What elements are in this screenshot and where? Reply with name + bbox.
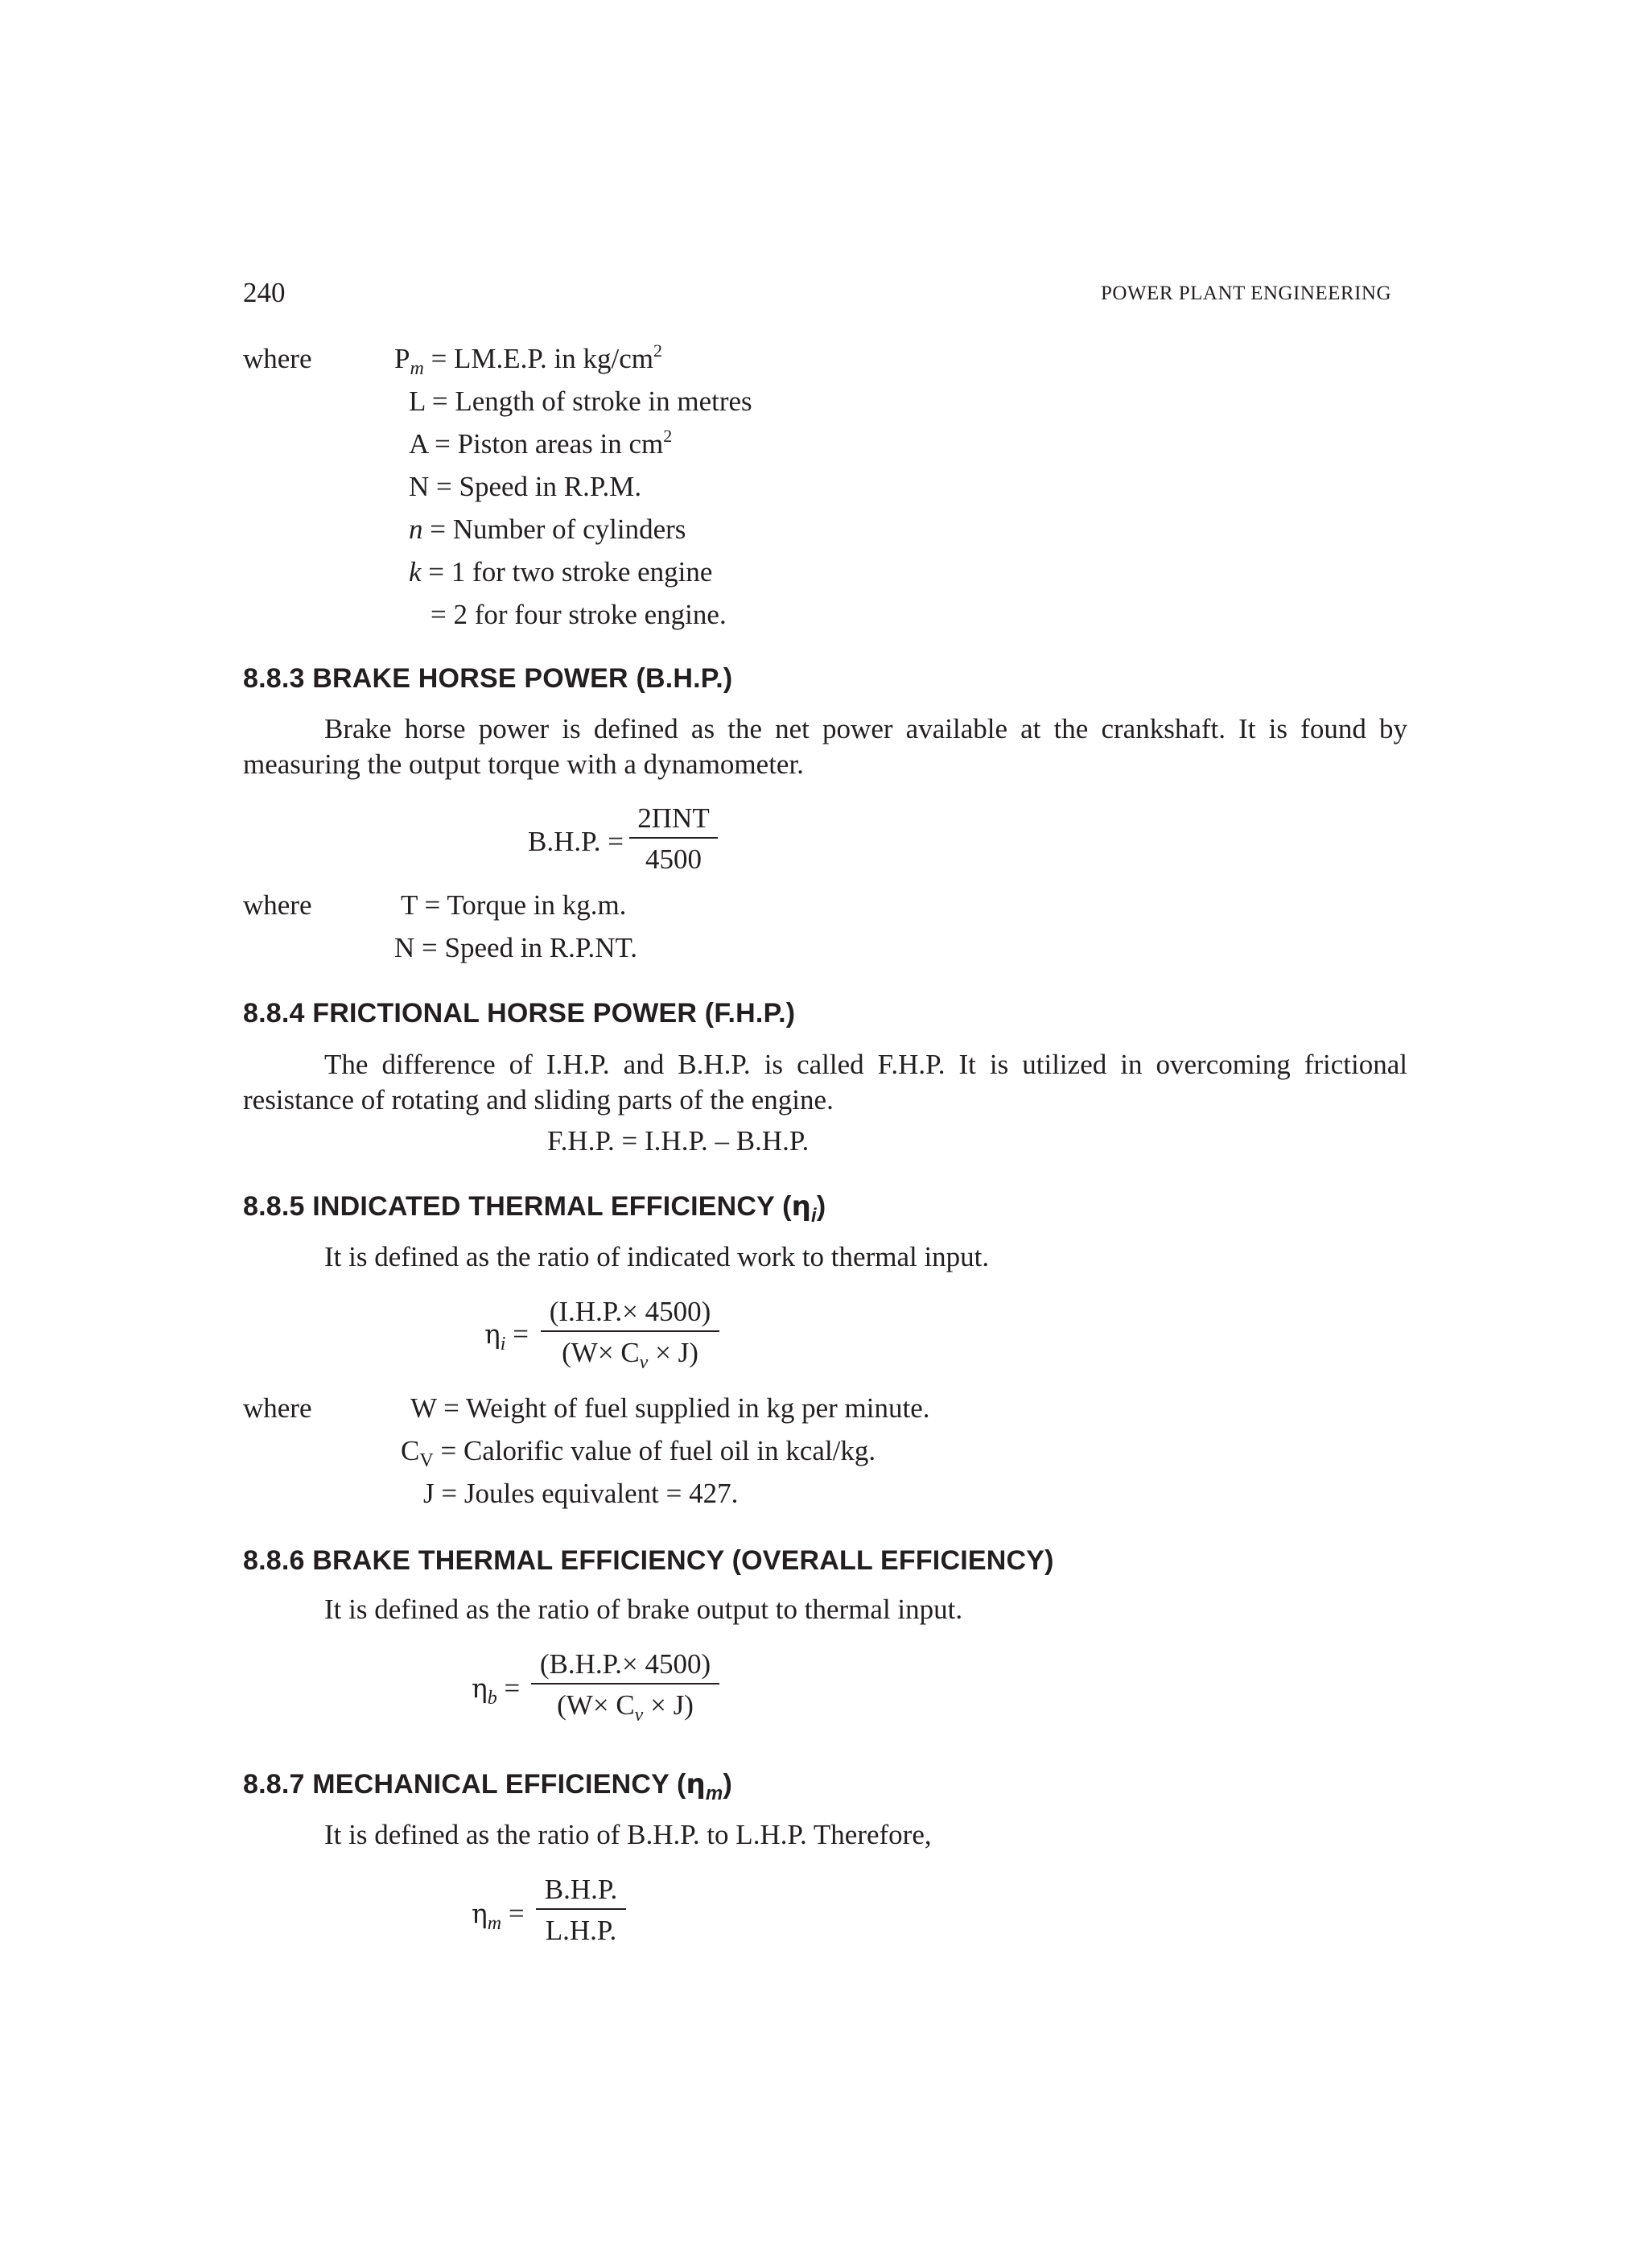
def-a-superscript: 2: [663, 426, 673, 446]
where-label: where: [243, 889, 312, 921]
where-label: where: [243, 1392, 312, 1424]
eta-symbol: η: [686, 1768, 706, 1800]
def-cv-symbol: C: [401, 1435, 420, 1466]
eta-symbol: η: [472, 1672, 488, 1704]
eta-m-denominator: L.H.P.: [545, 1915, 617, 1946]
def-w: W = Weight of fuel supplied in kg per minute.: [410, 1392, 930, 1424]
para-8-8-7: It is defined as the ratio of B.H.P. to L.H.P. Therefore,: [324, 1819, 932, 1850]
def-k1: [409, 558, 712, 586]
bhp-fraction-bar: [629, 837, 718, 839]
para-8-8-3: Brake horse power is defined as the net power available at the crankshaft. It is found by measuring the output torque with a dynamometer.: [243, 713, 1407, 780]
eta-b-fraction: [531, 1648, 719, 1726]
def-torque: T = Torque in kg.m.: [401, 889, 627, 921]
def-a: [409, 426, 673, 460]
eta-i-fraction-bar: [541, 1330, 719, 1332]
def-pm-text: = LM.E.P. in kg/cm: [423, 343, 653, 374]
denominator-part-a: (W× C: [557, 1689, 635, 1721]
eta-subscript: b: [487, 1688, 497, 1709]
eta-i-fraction: [541, 1296, 719, 1373]
denominator-part-a: (W× C: [562, 1337, 640, 1368]
heading-subscript: i: [811, 1205, 817, 1227]
equals-sign: =: [501, 1898, 525, 1929]
heading-8-8-4: 8.8.4 FRICTIONAL HORSE POWER (F.H.P.): [243, 998, 796, 1029]
eta-i-numerator: (I.H.P.× 4500): [549, 1296, 711, 1327]
eta-m-fraction-bar: [536, 1908, 626, 1910]
heading-close: ): [816, 1191, 826, 1222]
def-a-text: A = Piston areas in cm: [409, 428, 664, 460]
heading-8-8-6: 8.8.6 BRAKE THERMAL EFFICIENCY (OVERALL EFFICIENCY): [243, 1545, 1054, 1576]
def-ncyl: [409, 515, 686, 543]
eta-i-lhs: [484, 1318, 529, 1355]
def-n: N = Speed in R.P.M.: [409, 471, 642, 502]
def-ncyl-symbol: n: [409, 513, 423, 545]
eta-b-denominator: [531, 1689, 719, 1726]
eta-m-fraction: [536, 1875, 626, 1944]
eta-subscript: m: [487, 1913, 502, 1934]
bhp-eq-lhs: B.H.P. =: [528, 826, 624, 857]
eta-m-lhs: [472, 1898, 525, 1934]
denominator-part-b: × J): [643, 1689, 694, 1721]
fhp-equation: F.H.P. = I.H.P. – B.H.P.: [547, 1125, 810, 1157]
def-l: L = Length of stroke in metres: [409, 386, 752, 417]
para-8-8-4: The difference of I.H.P. and B.H.P. is called F.H.P. It is utilized in overcoming frictional resistance of rotating and sliding parts of the engine.: [243, 1049, 1407, 1115]
equals-sign: =: [505, 1318, 529, 1350]
heading-8-8-7-text: 8.8.7 MECHANICAL EFFICIENCY (: [243, 1769, 686, 1800]
denominator-subscript: v: [634, 1705, 644, 1726]
page-number: 240: [243, 277, 286, 308]
bhp-numerator: 2ΠNT: [637, 802, 710, 834]
heading-8-8-3: 8.8.3 BRAKE HORSE POWER (B.H.P.): [243, 663, 733, 694]
heading-8-8-5: [243, 1190, 826, 1227]
def-ncyl-text: = Number of cylinders: [422, 513, 686, 545]
heading-subscript: m: [705, 1783, 723, 1804]
def-cv: [401, 1435, 876, 1471]
para-8-8-5: It is defined as the ratio of indicated work to thermal input.: [324, 1241, 990, 1272]
def-k2: = 2 for four stroke engine.: [431, 599, 727, 630]
def-pm-subscript: m: [410, 358, 424, 379]
eta-m-numerator: B.H.P.: [544, 1874, 618, 1905]
eta-symbol: η: [472, 1898, 488, 1929]
def-j: J = Joules equivalent = 427.: [423, 1478, 739, 1509]
denominator-subscript: v: [639, 1352, 649, 1373]
para-8-8-6: It is defined as the ratio of brake output to thermal input.: [324, 1594, 963, 1625]
def-pm-superscript: 2: [653, 340, 662, 361]
def-cv-subscript: V: [419, 1450, 434, 1471]
eta-symbol: η: [791, 1190, 812, 1223]
def-pm-symbol: P: [394, 343, 410, 374]
heading-8-8-7: [243, 1768, 732, 1804]
bhp-denominator: 4500: [645, 843, 702, 875]
eta-subscript: i: [500, 1334, 506, 1355]
def-k1-text: = 1 for two stroke engine: [421, 556, 713, 588]
def-speed: N = Speed in R.P.NT.: [394, 932, 638, 963]
def-k1-symbol: k: [409, 556, 422, 588]
eta-i-denominator: [541, 1337, 719, 1373]
eta-b-fraction-bar: [531, 1683, 719, 1685]
heading-close: ): [723, 1769, 732, 1800]
denominator-part-b: × J): [648, 1337, 698, 1368]
def-pm: [394, 340, 662, 379]
heading-8-8-5-text: 8.8.5 INDICATED THERMAL EFFICIENCY (: [243, 1191, 792, 1222]
eta-b-lhs: [472, 1672, 521, 1709]
equals-sign: =: [496, 1672, 521, 1704]
bhp-fraction: [629, 804, 718, 873]
running-title: POWER PLANT ENGINEERING: [1101, 282, 1392, 304]
eta-b-numerator: (B.H.P.× 4500): [539, 1648, 711, 1680]
def-cv-text: = Calorific value of fuel oil in kcal/kg.: [433, 1435, 876, 1466]
where-label: where: [243, 343, 312, 374]
eta-symbol: η: [484, 1318, 501, 1350]
